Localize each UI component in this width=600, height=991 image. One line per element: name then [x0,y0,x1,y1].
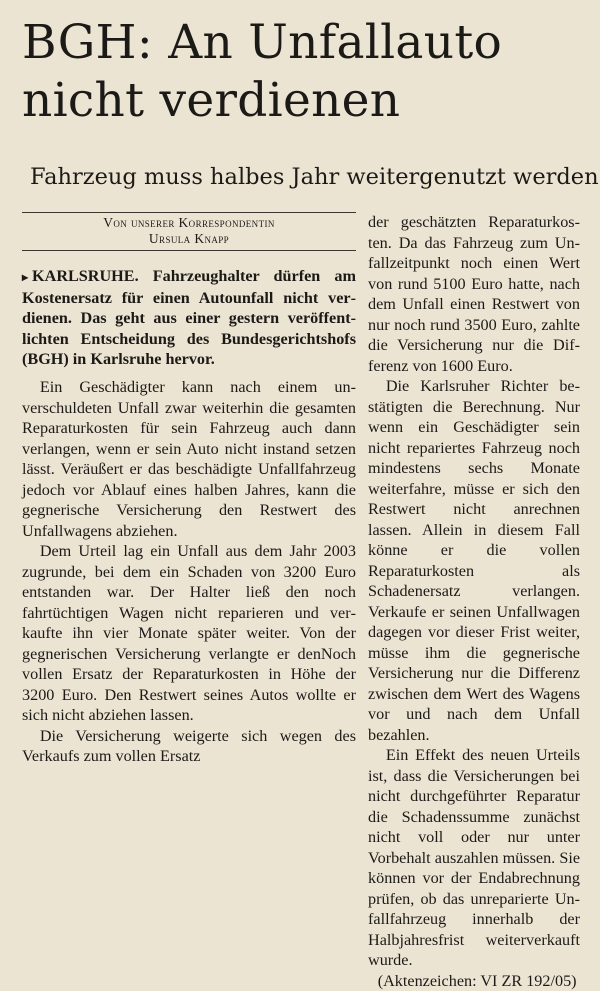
body-paragraph: Ein Geschädigter kann nach einem unverschuldeten Unfall zwar weiterhin die gesamten Reparaturkosten für sein Fahrzeug auch dann verlangen, wenn er sein Auto nicht instand setzen lässt. Veräußert er das beschädigte Unfallfahrzeug jedoch vor Ablauf eines halben Jahres, kann die gegnerische Versicherung den Restwert des Unfallwagens abziehen. [22,377,356,541]
byline [22,212,356,251]
body-paragraph: Die Versicherung weigerte sich wegen des Verkaufs zum vollen Ersatz [22,726,356,767]
body-paragraph: Ein Effekt des neuen Urteils ist, dass die Versicherungen bei nicht durchgeführter Reparatur die Schadenssumme zunächst nicht voll oder nur unter Vorbehalt auszahlen müssen. Sie können vor der Endabrechnung prüfen, ob das unreparierte Unfallfahrzeug innerhalb der Halbjahresfrist weiterverkauft wurde. [368,745,580,971]
headline-line-1: BGH: An Unfallauto [22,14,592,72]
body-paragraph: Die Karlsruher Richter bestätigten die Berechnung. Nur wenn ein Geschädigter sein nicht repariertes Fahrzeug noch mindestens sechs Monate weiterfahre, müsse er sich den Restwert nicht anrechnen lassen. Allein in diesem Fall könne er die vollen Reparaturkosten als Schadenersatz verlangen. Verkaufe er seinen Unfallwagen dagegen vor dieser Frist weiter, müsse ihm die gegnerische Versicherung nur die Differenz zwischen dem Wert des Wagens vor und nach dem Unfall bezahlen. [368,376,580,745]
headline [22,14,592,130]
case-reference: (Aktenzeichen: VI ZR 192/05) [368,971,580,991]
body-column-right [368,212,580,991]
body-paragraph-continued: der geschätzten Reparaturkosten. Da das Fahrzeug zum Unfallzeitpunkt noch einen Wert von rund 5100 Euro hatte, nach dem Unfall einen Restwert von nur noch rund 3500 Euro, zahlte die Versicherung nur die Differenz von 1600 Euro. [368,212,580,376]
lead-text: KARLSRUHE. Fahrzeughalter dürfen am Kostenersatz für einen Autounfall nicht verdienen. Das geht aus einer gestern veröffentlichten Entscheidung des Bundesgerichtshofs (BGH) in Karlsruhe hervor. [22,267,356,368]
byline-author: Ursula Knapp [22,231,356,247]
triangle-marker-icon: ▸ [22,270,28,284]
byline-role: Von unserer Korrespondentin [22,215,356,231]
lead-paragraph [22,266,356,370]
subheadline: Fahrzeug muss halbes Jahr weitergenutzt werden [30,162,595,192]
headline-line-2: nicht verdienen [22,72,592,130]
body-paragraph: Dem Urteil lag ein Unfall aus dem Jahr 2003 zugrunde, bei dem ein Schaden von 3200 Euro entstanden war. Der Halter ließ den noch fahrtüchtigen Wagen nicht reparieren und verkaufte ihn vier Monate später weiter. Von der gegnerischen Versicherung verlangte er denNoch vollen Ersatz der Reparaturkosten in Höhe der 3200 Euro. Den Restwert seines Autos wollte er sich nicht abziehen lassen. [22,541,356,726]
body-column-left [22,377,356,767]
